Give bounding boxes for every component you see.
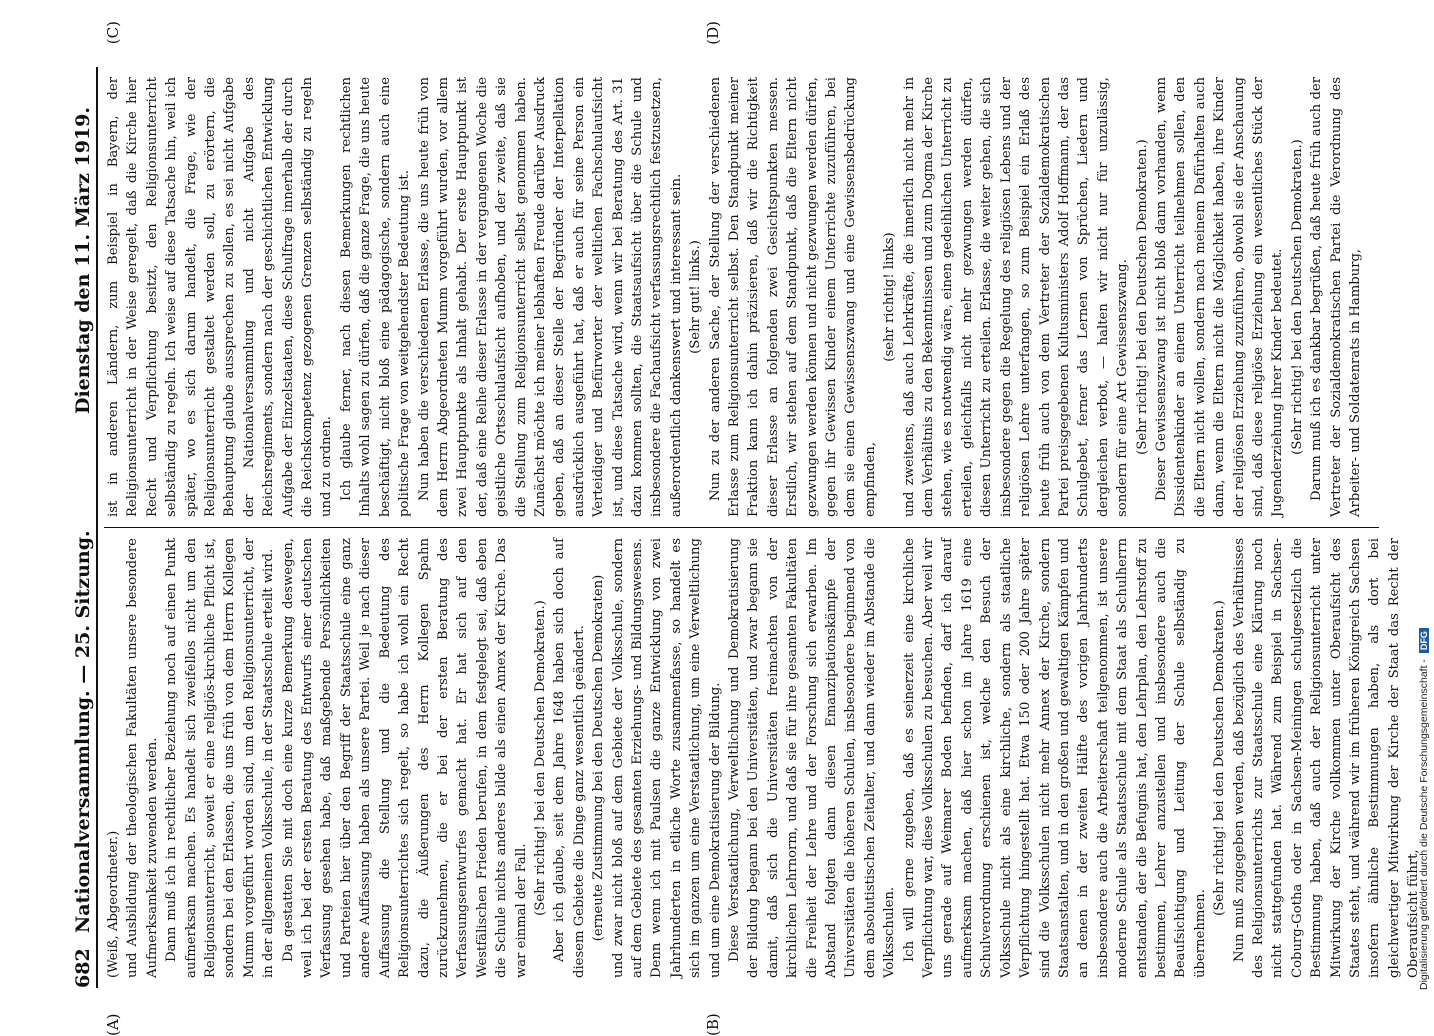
paragraph: Dann muß ich in rechtlicher Beziehung noch auf einen Punkt aufmerksam machen. Es handelt sich zweifellos nicht um den Religionsunterricht, soweit er eine religiös-kirchliche Pflicht ist, sondern bei den Erlassen, die uns früh von dem Herrn Kollegen Mumm vorgeführt worden sind, um den Religionsunterricht, der in der allgemeinen Volksschule, in der Staatsschule erteilt wird. (164, 538, 277, 978)
paragraph: ist in anderen Ländern, zum Beispiel in Bayern, der Religionsunterricht in der Weise geregelt, daß die Kirche hier Recht und Verpflichtung besitzt, den Religionsunterricht selbständig zu regeln. Ich weise auf diese Tatsache hin, weil ich später, wo es sich darum handelt, die Frage, wie der Religionsunterricht gestaltet werden soll, zu erörtern, die Behauptung glaube aussprechen zu sollen, es sei nicht Aufgabe der Nationalversammlung und nicht Aufgabe des Reichsregiments, sondern nach der geschichtlichen Entwicklung Aufgabe der Einzelstaaten, diese Schulfrage innerhalb der durch die Reichskompetenz gezogenen Grenzen selbständig zu regeln und zu ordnen. (106, 77, 335, 517)
interjection: (Sehr richtig! bei den Deutschen Demokraten.) (532, 600, 548, 916)
interjection: (erneute Zustimmung bei den Deutschen Demokraten) (591, 574, 607, 942)
paragraph: Nun muß zugegeben werden, daß bezüglich des Verhältnisses des Religionsunterrichts zur Staatsschule eine Klärung noch nicht stattgefunden hat. Während zum Beispiel in Sachsen-Coburg-Gotha oder in Sachsen-Meiningen schulgesetzlich die Bestimmung haben, daß auch der Religionsunterricht unter Mitwirkung der Kirche vollkommen unter Oberaufsicht des Staates steht, und während wir im früheren Königreich Sachsen insofern ähnliche Bestimmungen haben, als dort bei gleichwertiger Mitwirkung der Kirche der Staat das Recht der Oberaufsicht führt, (1231, 538, 1422, 978)
paragraph: Ich will gerne zugeben, daß es seinerzeit eine kirchliche Verpflichtung war, diese Volksschulen zu besuchen. Aber weil wir uns gerade auf Weimarer Boden befinden, darf ich darauf aufmerksam machen, daß hier schon im Jahre 1619 eine Schulverordnung erschienen ist, welche den Besuch der Volksschule nicht als eine kirchliche, sondern als staatliche Verpflichtung hingestellt hat. Etwa 150 oder 200 Jahre später sind die Volksschulen nicht mehr Annex der Kirche, sondern Staatsanstalten, und in den großen und gewaltigen Kämpfen und an denen in der zweiten Hälfte des vorigen Jahrhunderts insbesondere auch die Arbeiterschaft teilgenommen, ist unsere moderne Schule als Staatsschule mit dem Staat als Schulherrn entstanden, der die Befugnis hat, den Lehrplan, den Lehrstoff zu bestimmen, Lehrer anzustellen und insbesondere auch die Beaufsichtigung und Leitung der Schule selbständig zu übernehmen. (901, 538, 1208, 978)
header-right-title: Dienstag den 11. März 1919. (72, 107, 94, 415)
rotated-document-page (64, 21, 1422, 1036)
interjection: (Sehr richtig! bei den Deutschen Demokraten.) (1289, 139, 1305, 455)
paragraph: Aber ich glaube, seit dem Jahre 1648 haben sich doch auf diesem Gebiete die Dinge ganz wesentlich geändert. (552, 538, 587, 978)
paragraph: Nun haben die verschiedenen Erlasse, die uns heute früh von dem Herrn Abgeordneten Mumm vorgeführt wurden, vor allem zwei Hauptpunkte als Inhalt gehabt. Der erste Hauptpunkt ist der, daß eine Reihe dieser Erlasse in der vergangenen Woche die geistliche Ortsschulaufsicht aufhoben, und der zweite, daß sie die Stellung zum Religionsunterricht selbst genommen haben. Zunächst möchte ich meiner lebhaften Freude darüber Ausdruck geben, daß an dieser Stelle der Begründer der Interpellation ausdrücklich ausgeführt hat, daß er auch für seine Person ein Verteidiger und Befürworter der weltlichen Fachschulaufsicht ist, und diese Tatsache wird, wenn wir bei Beratung des Art. 31 dazu kommen sollten, die Staatsaufsicht über die Schule und insbesondere die Fachaufsicht verfassungsrechtlich festzusetzen, außerordentlich dankenswert und interessant sein. (416, 77, 684, 517)
paragraph: Darum muß ich es dankbar begrüßen, daß heute früh auch der Vertreter der Sozialdemokratischen Partei die Verordnung des Arbeiter- und Soldatenrats in Hamburg, (1309, 77, 1363, 517)
margin-letter-a: (A) (104, 1013, 122, 1036)
paragraph: Diese Verstaatlichung, Verweltlichung und Demokratisierung der Bildung begann bei den Universitäten, und zwar begann sie damit, daß sich die Universitäten freimachten von der kirchlichen Lehrnorm, und daß sie für ihre gesamten Fakultäten die Freiheit der Lehre und der Forschung sich erwarben. Im Abstand folgten dann diesen Emanzipationskämpfe der Universitäten die höheren Schulen, insbesondere beginnend von dem absolutistischen Zeitalter, und dann wieder im Abstande die Volksschulen. (727, 538, 898, 978)
paragraph: Ich glaube ferner, nach diesen Bemerkungen rechtlichen Inhalts wohl sagen zu dürfen, daß die ganze Frage, die uns heute beschäftigt, nicht bloß eine pädagogische, sondern auch eine politische Frage von weitgehendster Bedeutung ist. (338, 77, 413, 517)
paragraph: (Weiß, Abgeordneter.) (106, 830, 121, 978)
interjection: (Sehr gut! links.) (688, 240, 704, 354)
paragraph: Dieser Gewissenszwang ist nicht bloß dann vorhanden, wenn Dissidentenkinder an einem Unterricht teilnehmen sollen, den die Eltern nicht wollen, sondern nach meinem Dafürhalten auch dann, wenn die Eltern nicht die Möglichkeit haben, ihre Kinder der religiösen Erziehung zuzuführen, obwohl sie der Anschauung sind, daß diese religiöse Erziehung ein wesentliches Stück der Jugenderziehung ihrer Kinder bedeutet. (1153, 77, 1286, 517)
right-text-column (104, 67, 1379, 528)
paragraph: und zwar nicht bloß auf dem Gebiete der Volksschule, sondern auf dem Gebiete des gesamten Erziehungs- und Bildungswesens. Denn wenn ich mit Paulsen die ganze Entwicklung von zwei Jahrhunderten in etliche Worte zusammenfasse, so handelt es sich im ganzen um eine Verstaatlichung, um eine Verweltlichung und um eine Demokratisierung der Bildung. (610, 538, 723, 978)
page-number: 682 (72, 948, 94, 988)
credit-text: Digitalisierung gefördert durch die Deutsche Forschungsgemeinschaft - (1418, 659, 1430, 990)
dfg-logo: DFG (1419, 628, 1429, 653)
interjection: (sehr richtig! links) (882, 232, 898, 362)
interjection: (Sehr richtig! bei den Deutschen Demokraten.) (1134, 139, 1150, 455)
paragraph: und Ausbildung der theologischen Fakultäten unsere besondere Aufmerksamkeit zuwenden werden. (125, 538, 160, 978)
paragraph: und zweitens, daß auch Lehrkräfte, die innerlich nicht mehr in dem Verhältnis zu den Bekenntnissen und zum Dogma der Kirche stehen, wie es notwendig wäre, einen gedeihlichen Unterricht zu erteilen, gleichfalls nicht mehr gezwungen werden dürfen, diesen Unterricht zu erteilen. Erlasse, die weiter gehen, die sich insbesondere gegen die Regelung des religiösen Lebens und der religiösen Lehre unterfangen, so zum Beispiel ein Erlaß des heute früh auch von dem Vertreter der Sozialdemokratischen Partei preisgegebenen Kultusministers Adolf Hoffmann, der das Schulgebet, ferner das Lernen von Sprüchen, Liedern und dergleichen verbot, — halten wir nicht nur für unzulässig, sondern für eine Art Gewissenszwang. (901, 77, 1131, 517)
interjection: (Sehr richtig! bei den Deutschen Demokraten.) (1212, 600, 1228, 916)
paragraph: Da gestatten Sie mit doch eine kurze Bemerkung deswegen, weil ich bei der ersten Beratung des Entwurfs einer deutschen Verfassung gesehen habe, daß maßgebende Persönlichkeiten und Parteien hier über den Begriff der Staatsschule eine ganz andere Auffassung haben als unsere Partei. Weil je nach dieser Auffassung die Stellung und die Bedeutung des Religionsunterrichtes sich regelt, so habe ich wohl ein Recht dazu, die Äußerungen des Herrn Kollegen Spahn zurückzunehmen, die er bei der ersten Beratung des Verfassungsentwurfes gemacht hat. Er hat sich auf den Westfälischen Frieden berufen, in dem festgelegt sei, daß eben die Schule nichts anderes bilde als einen Annex der Kirche. Das war einmal der Fall. (280, 538, 529, 978)
left-text-column (104, 528, 1422, 988)
margin-letter-b: (B) (704, 1013, 722, 1036)
header-left-title: Nationalversammlung. — 25. Sitzung. (72, 530, 94, 934)
margin-letter-d: (D) (704, 21, 722, 45)
digitization-credit (1418, 628, 1430, 990)
running-header (72, 67, 98, 988)
paragraph: Nun zu der anderen Sache, der Stellung der verschiedenen Erlasse zum Religionsunterricht selbst. Den Standpunkt meiner Fraktion kann ich dahin präzisieren, daß wir die Richtigkeit dieser Erlasse an folgenden zwei Gesichtspunkten messen. Erstlich, wir stehen auf dem Standpunkt, daß die Eltern nicht gezwungen werden können und nicht gezwungen werden dürfen, gegen ihr Gewissen Kinder einem Unterrichte zuzuführen, bei dem sie einen Gewissenszwang und eine Gewissensbedrückung empfinden, (707, 77, 878, 517)
margin-letter-c: (C) (104, 21, 122, 45)
